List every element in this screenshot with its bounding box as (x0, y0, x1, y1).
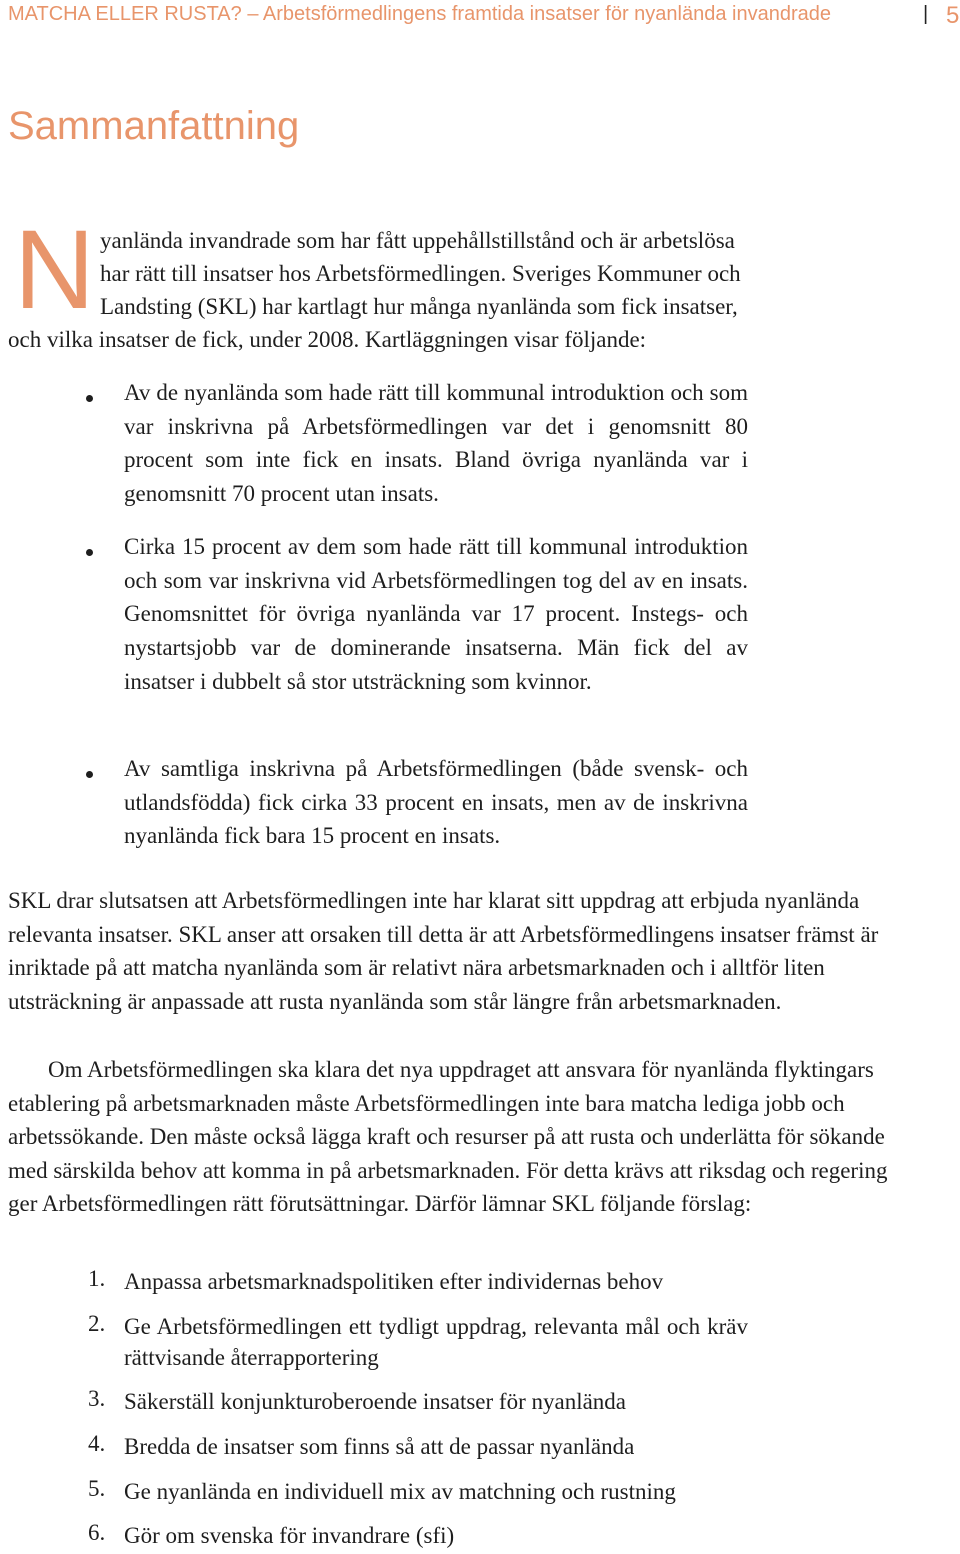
proposal-text: Säkerställ konjunkturoberoende insatser för nyanlända (124, 1389, 627, 1414)
bullet-icon (86, 771, 93, 778)
proposal-text: Gör om svenska för invandrare (sfi) (124, 1523, 455, 1548)
proposal-text: Anpassa arbetsmarknadspolitiken efter individernas behov (124, 1269, 664, 1294)
proposal-number: 3. (88, 1386, 106, 1411)
proposal-number: 4. (88, 1431, 106, 1456)
page-number: 5 (946, 2, 960, 29)
finding-text: Cirka 15 procent av dem som hade rätt till kommunal introduktion och som var inskrivna vid Arbetsförmedlingen tog del av en insats. Genomsnittet för övriga nyanlända var 17 procent. Instegs- och nystartsjobb var de dominerande insatserna. Män fick del av insatser i dubbelt så stor utsträckning som kvinnor. (124, 534, 748, 694)
proposal-number: 5. (88, 1476, 106, 1501)
proposal-text: Ge nyanlända en individuell mix av matchning och rustning (124, 1479, 676, 1504)
proposal-intro-paragraph: Om Arbetsförmedlingen ska klara det nya uppdraget att ansvara för nyanlända flyktingars etablering på arbetsmarknaden måste Arbetsförmedlingen inte bara matcha lediga jobb och arbetssökande. Den måste också lägga kraft och resurser på att rusta och underlätta för sökande med särskilda behov att komma in på arbetsmarknaden. För detta krävs att riksdag och regering ger Arbetsförmedlingen rätt förutsättningar. Därför lämnar SKL följande förslag: (8, 1057, 888, 1216)
intro-line: yanlända invandrade som har fått uppehållstillstånd och är arbetslösa (100, 228, 735, 253)
intro-line: har rätt till insatser hos Arbetsförmedlingen. Sveriges Kommuner och (100, 261, 741, 286)
bullet-icon (86, 395, 93, 402)
running-header (8, 3, 960, 33)
proposal-text: Ge Arbetsförmedlingen ett tydligt uppdrag, relevanta mål och kräv rättvisande återrapportering (124, 1314, 748, 1370)
header-separator: | (923, 3, 929, 25)
conclusion-paragraph: SKL drar slutsatsen att Arbetsförmedlingen inte har klarat sitt uppdrag att erbjuda nyanlända relevanta insatser. SKL anser att orsaken till detta är att Arbetsförmedlingens insatser främst är inriktade på att matcha nyanlända som är relativt nära arbetsmarknaden och i alltför liten utsträckning är anpassade att rusta nyanlända som står längre från arbetsmarknaden. (8, 888, 879, 1014)
proposal-number: 2. (88, 1311, 106, 1336)
proposal-number: 1. (88, 1266, 106, 1291)
finding-text: Av samtliga inskrivna på Arbetsförmedlingen (både svensk- och utlandsfödda) fick cirka 33 procent en insats, men av de inskrivna nyanlända fick bara 15 procent en insats. (124, 756, 748, 849)
proposal-text: Bredda de insatser som finns så att de passar nyanlända (124, 1434, 635, 1459)
bullet-icon (86, 549, 93, 556)
running-header-title: MATCHA ELLER RUSTA? – Arbetsförmedlingens framtida insatser för nyanlända invandrade (8, 3, 831, 25)
intro-line: Landsting (SKL) har kartlagt hur många nyanlända som fick insatser, (100, 294, 738, 319)
proposal-number: 6. (88, 1520, 106, 1545)
page-title: Sammanfattning (8, 104, 300, 148)
intro-line: och vilka insatser de fick, under 2008. Kartläggningen visar följande: (8, 327, 647, 352)
finding-text: Av de nyanlända som hade rätt till kommunal introduktion och som var inskrivna på Arbetsförmedlingen var det i genomsnitt 80 procent som inte fick en insats. Bland övriga nyanlända var i genomsnitt 70 procent utan insats. (124, 380, 748, 507)
drop-cap: N (14, 207, 95, 332)
